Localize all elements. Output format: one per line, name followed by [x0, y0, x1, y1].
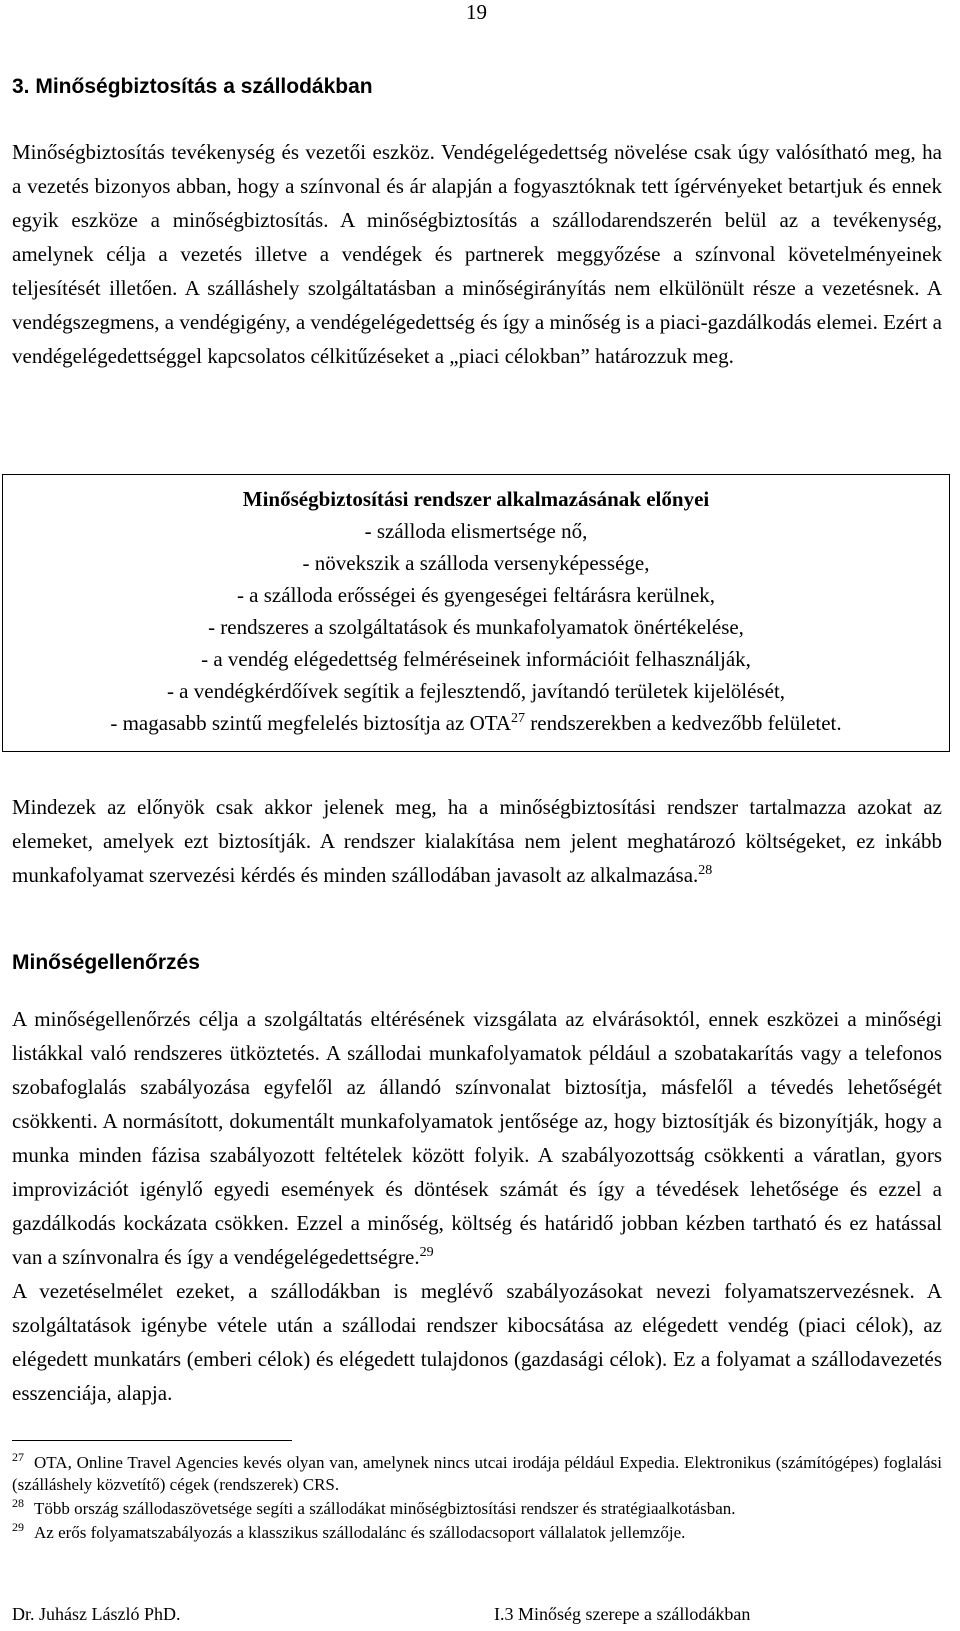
- footnote-29: [12, 1522, 942, 1544]
- footnote-mark: 28: [12, 1496, 24, 1511]
- benefits-box: [2, 474, 950, 752]
- footnote-mark: 29: [12, 1520, 24, 1535]
- footnote-ref-28: 28: [698, 863, 713, 878]
- footnote-mark: 27: [12, 1450, 24, 1465]
- footer-author: Dr. Juhász László PhD.: [12, 1604, 181, 1624]
- section-title: 3. Minőségbiztosítás a szállodákban: [12, 75, 373, 98]
- benefit-item-last-text: - magasabb szintű megfelelés biztosítja az OTA: [110, 711, 512, 735]
- footnote-ref-27: 27: [511, 711, 526, 726]
- footnote-27: [12, 1452, 942, 1496]
- benefit-item: - növekszik a szálloda versenyképessége,: [302, 551, 650, 575]
- paragraph-quality-control-text: A minőségellenőrzés célja a szolgáltatás eltérésének vizsgálata az elvárásoktól, ennek eszközei a minőségi listákkal való rendszeres ütköztetés. A szállodai munkafolyamatok például a szobatakarítás vagy a telefonos szobafoglalás szabályozása egyfelől az állandó színvonalat biztosítja, másfelől a tévedés lehetőségét csökkenti. A normásított, dokumentált munkafolyamatok jentősége az, hogy biztosítják és bizonyítják, hogy a munka minden fázisa szabályozott feltételek között folyik. A szabályozottság csökkenti a váratlan, gyors improvizációt igénylő egyedi események és döntések számát és így a tévedések lehetősége és ezzel a gazdálkodás kockázata csökken. Ezzel a minőség, költség és határidő jobban kézben tartható és ez hatással van a színvonalra és így a vendégelégedettségre.: [12, 1007, 942, 1269]
- footnote-text: Több ország szállodaszövetsége segíti a szállodákat minőségbiztosítási rendszer és stratégiaalkotásban.: [34, 1499, 736, 1518]
- benefit-item: - a szálloda erősségei és gyengeségei feltárásra kerülnek,: [236, 583, 716, 607]
- benefit-item: - rendszeres a szolgáltatások és munkafolyamatok önértékelése,: [208, 615, 744, 639]
- footnote-text: OTA, Online Travel Agencies kevés olyan van, amelynek nincs utcai irodája például Expedia. Elektronikus (számítógépes) foglalási (szálláshely közvetítő) cégek (rendszerek) CRS.: [12, 1453, 942, 1494]
- footer-chapter: I.3 Minőség szerepe a szállodákban: [494, 1604, 751, 1624]
- benefit-item: - a vendégkérdőívek segítik a fejlesztendő, javítandó területek kijelölését,: [166, 679, 786, 703]
- benefit-item-last-tail: rendszerekben a kedvezőbb felületet.: [525, 711, 842, 735]
- footnote-divider: [12, 1440, 292, 1441]
- subsection-title: Minőségellenőrzés: [12, 951, 200, 974]
- paragraph-benefits-summary: [12, 790, 942, 892]
- benefit-item-last: [3, 707, 949, 739]
- benefits-box-title: Minőségbiztosítási rendszer alkalmazásának előnyei: [242, 487, 710, 511]
- page-number: 19: [466, 0, 487, 24]
- benefit-item: - szálloda elismertsége nő,: [364, 519, 588, 543]
- footnotes: [12, 1452, 942, 1546]
- footnote-text: Az erős folyamatszabályozás a klasszikus szállodalánc és szállodacsoport vállalatok jellemzője.: [34, 1523, 686, 1542]
- benefit-item: - a vendég elégedettség felméréseinek információit felhasználják,: [201, 647, 751, 671]
- footnote-ref-29: 29: [419, 1245, 434, 1260]
- paragraph-quality-control: [12, 1002, 942, 1410]
- paragraph-process-organization: A vezetéselmélet ezeket, a szállodákban is meglévő szabályozásokat nevezi folyamatszervezésnek. A szolgáltatások igénybe vétele után a szállodai rendszer kibocsátása az elégedett vendég (piaci célok), az elégedett munkatárs (emberi célok) és elégedett tulajdonos (gazdasági célok). Ez a folyamat a szállodavezetés esszenciája, alapja.: [12, 1279, 942, 1405]
- footnote-28: [12, 1498, 942, 1520]
- paragraph-quality-assurance: Minőségbiztosítás tevékenység és vezetői eszköz. Vendégelégedettség növelése csak úgy valósítható meg, ha a vezetés bizonyos abban, hogy a színvonal és ár alapján a fogyasztóknak tett ígérvényeket betartjuk és ennek egyik eszköze a minőségbiztosítás. A minőségbiztosítás a szállodarendszerén belül az a tevékenység, amelynek célja a vezetés illetve a vendégek és partnerek meggyőzése a színvonal követelményeinek teljesítését illetően. A szálláshely szolgáltatásban a minőségirányítás nem elkülönült része a vezetésnek. A vendégszegmens, a vendégigény, a vendégelégedettség és így a minőség is a piaci-gazdálkodás elemei. Ezért a vendégelégedettséggel kapcsolatos célkitűzéseket a „piaci célokban” határozzuk meg.: [12, 140, 942, 368]
- paragraph-benefits-text: Mindezek az előnyök csak akkor jelenek meg, ha a minőségbiztosítási rendszer tartalmazza azokat az elemeket, amelyek ezt biztosítják. A rendszer kialakítása nem jelent meghatározó költségeket, ez inkább munkafolyamat szervezési kérdés és minden szállodában javasolt az alkalmazása.: [12, 795, 942, 887]
